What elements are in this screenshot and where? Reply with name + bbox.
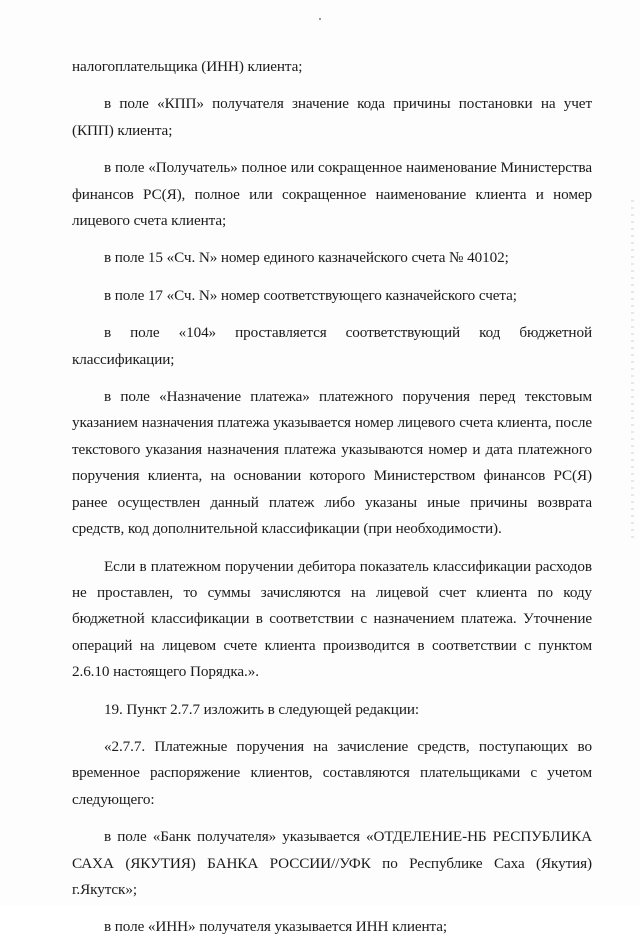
paragraph-3: в поле «Получатель» полное или сокращенное наименование Министерства финансов РС(Я), полное или сокращенное наименование клиента и номер лицевого счета клиента; [72, 159, 592, 230]
paragraph-7: в поле «Назначение платежа» платежного поручения перед текстовым указанием назначения платежа указывается номер лицевого счета клиента, после текстового указания назначения платежа указываются номер и дата платежного поручения клиента, на основании которого Министерством финансов РС(Я) ранее осуществлен данный платеж либо указаны иные причины возврата средств, код дополнительной классификации (при необходимости). [72, 388, 592, 538]
paragraph-9: 19. Пункт 2.7.7 изложить в следующей редакции: [104, 700, 419, 718]
paragraph-2: в поле «КПП» получателя значение кода причины постановки на учет (КПП) клиента; [72, 95, 592, 139]
paragraph-11: в поле «Банк получателя» указывается «ОТДЕЛЕНИЕ-НБ РЕСПУБЛИКА САХА (ЯКУТИЯ) БАНКА РОССИИ//УФК по Республике Саха (Якутия) г.Якутск»; [72, 828, 592, 898]
document-body [72, 54, 592, 952]
paragraph-8: Если в платежном поручении дебитора показатель классификации расходов не проставлен, то суммы зачисляются на лицевой счет клиента по коду бюджетной классификации в соответствии с назначением платежа. Уточнение операций на лицевом счете клиента производится в соответствии с пунктом 2.6.10 настоящего Порядка.». [72, 557, 592, 681]
paragraph-1: налогоплательщика (ИНН) клиента; [72, 58, 303, 75]
scan-edge-artifact [631, 200, 634, 540]
paragraph-6: в поле «104» проставляется соответствующий код бюджетной классификации; [72, 324, 592, 368]
scan-mark [319, 18, 321, 20]
paragraph-10: «2.7.7. Платежные поручения на зачисление средств, поступающих во временное распоряжение клиентов, составляются плательщиками с учетом следующего: [72, 737, 592, 808]
paragraph-4: в поле 15 «Сч. N» номер единого казначейского счета № 40102; [104, 249, 509, 267]
paragraph-12: в поле «ИНН» получателя указывается ИНН клиента; [104, 918, 448, 936]
paragraph-5: в поле 17 «Сч. N» номер соответствующего казначейского счета; [104, 286, 517, 304]
